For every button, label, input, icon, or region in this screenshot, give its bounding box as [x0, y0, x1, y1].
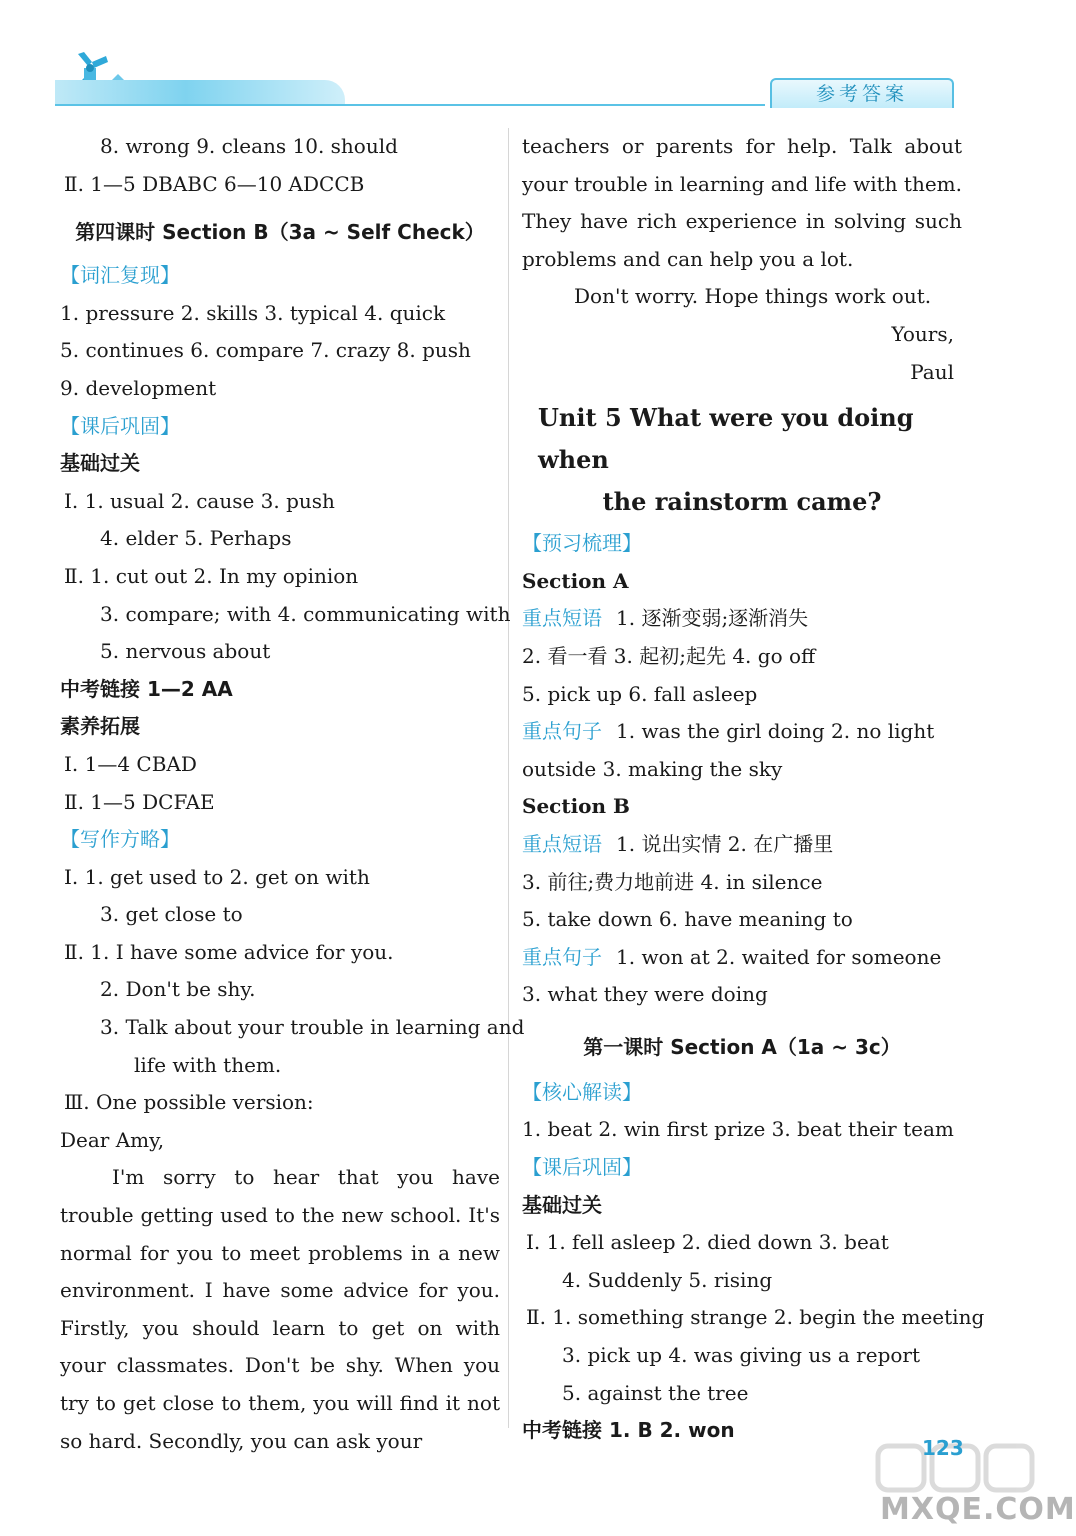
- key-phrases-label: 重点短语: [522, 606, 602, 631]
- letter-paragraph: Don't worry. Hope things work out.: [574, 284, 932, 309]
- column-divider: [508, 128, 509, 1428]
- header-rule: [55, 104, 765, 106]
- answer-line: 1. was the girl doing 2. no light: [616, 719, 935, 744]
- answer-line: 1. beat 2. win first prize 3. beat their team: [522, 1117, 954, 1142]
- section-label: Section B: [522, 794, 630, 819]
- page-number: 123: [922, 1436, 964, 1460]
- exam-link: 中考链接 1—2 AA: [60, 676, 233, 701]
- answer-line: Ⅰ. 1. fell asleep 2. died down 3. beat: [526, 1230, 889, 1255]
- key-sentences-label: 重点句子: [522, 719, 602, 744]
- answer-line: 5. continues 6. compare 7. crazy 8. push: [60, 338, 471, 363]
- answer-line: Ⅲ. One possible version:: [64, 1090, 314, 1115]
- answer-line: 1. pressure 2. skills 3. typical 4. quick: [60, 300, 446, 325]
- right-column: [522, 128, 985, 1450]
- answer-line: 1. 说出实情 2. 在广播里: [616, 831, 834, 856]
- answer-line: Ⅱ. 1—5 DCFAE: [64, 789, 215, 814]
- page-header: [0, 0, 1053, 120]
- lesson-title: 第四课时 Section B（3a ~ Self Check）: [75, 220, 485, 245]
- watermark-text: MXQE.COM: [880, 1492, 1076, 1527]
- answer-line: 5. nervous about: [100, 639, 271, 664]
- answer-line: 4. elder 5. Perhaps: [100, 526, 292, 551]
- letter-paragraph: I'm sorry to hear that you have trouble getting used to the new school. It's normal for you to meet problems in a new environment. I have some advice for you. Firstly, you should learn to get on with your classmates. Don't be shy. When you try to get close to them, you will find it not so hard. Secondly, you can ask your: [60, 1165, 500, 1453]
- letter-greeting: Dear Amy,: [60, 1127, 165, 1152]
- section-heading-writing: 【写作方略】: [60, 827, 180, 852]
- answer-line: 1. 逐渐变弱;逐渐消失: [616, 606, 809, 631]
- answer-line: Ⅰ. 1. usual 2. cause 3. push: [64, 488, 335, 513]
- answer-line: 5. against the tree: [562, 1380, 749, 1405]
- answer-line: 2. 看一看 3. 起初;起先 4. go off: [522, 643, 816, 668]
- answer-line: 3. get close to: [100, 902, 243, 927]
- unit-title: Unit 5 What were you doing when: [538, 403, 914, 475]
- answer-line: 4. Suddenly 5. rising: [562, 1267, 773, 1292]
- exam-link: 中考链接 1. B 2. won: [522, 1418, 735, 1443]
- key-phrases-label: 重点短语: [522, 831, 602, 856]
- subheading-basic: 基础过关: [522, 1192, 602, 1217]
- answer-line: 2. Don't be shy.: [100, 977, 256, 1002]
- subheading-basic: 基础过关: [60, 451, 140, 476]
- answer-key-tab: 参考答案: [770, 78, 954, 108]
- answer-line: Ⅱ. 1. something strange 2. begin the meeting: [526, 1305, 985, 1330]
- answer-line: 9. development: [60, 375, 217, 400]
- subheading-extension: 素养拓展: [60, 714, 140, 739]
- unit-title: the rainstorm came?: [602, 487, 882, 517]
- answer-line: 3. Talk about your trouble in learning and: [100, 1015, 525, 1040]
- letter-closing: Yours,: [891, 321, 954, 346]
- key-sentences-label: 重点句子: [522, 944, 602, 969]
- answer-line: Ⅱ. 1. I have some advice for you.: [64, 939, 394, 964]
- section-heading-consolidate: 【课后巩固】: [60, 413, 180, 438]
- lesson-title: 第一课时 Section A（1a ~ 3c）: [583, 1034, 901, 1059]
- answer-line: 3. what they were doing: [522, 982, 768, 1007]
- letter-signature: Paul: [910, 359, 954, 384]
- answer-line: 3. pick up 4. was giving us a report: [562, 1343, 921, 1368]
- answer-line: Ⅱ. 1—5 DBABC 6—10 ADCCB: [64, 171, 365, 196]
- answer-line: 8. wrong 9. cleans 10. should: [100, 134, 398, 158]
- section-label: Section A: [522, 568, 629, 593]
- answer-line: 3. 前往;费力地前进 4. in silence: [522, 869, 823, 894]
- header-band: [55, 80, 345, 106]
- answer-line: 3. compare; with 4. communicating with: [100, 601, 511, 626]
- answer-line: Ⅰ. 1. get used to 2. get on with: [64, 864, 370, 889]
- answer-line: life with them.: [134, 1052, 282, 1077]
- section-heading-consolidate: 【课后巩固】: [522, 1155, 642, 1180]
- answer-line: 5. take down 6. have meaning to: [522, 907, 853, 932]
- letter-paragraph: teachers or parents for help. Talk about your trouble in learning and life with them. They have rich experience in solving such problems and can help you a lot.: [522, 134, 962, 271]
- answer-line: Ⅱ. 1. cut out 2. In my opinion: [64, 563, 359, 588]
- section-heading-core: 【核心解读】: [522, 1079, 642, 1104]
- answer-line: 5. pick up 6. fall asleep: [522, 681, 758, 706]
- answer-line: Ⅰ. 1—4 CBAD: [64, 751, 197, 776]
- answer-line: 1. won at 2. waited for someone: [616, 944, 942, 969]
- section-heading-preview: 【预习梳理】: [522, 531, 642, 556]
- left-column: [60, 128, 525, 1460]
- answer-line: outside 3. making the sky: [522, 756, 783, 781]
- section-heading-vocab: 【词汇复现】: [60, 263, 180, 288]
